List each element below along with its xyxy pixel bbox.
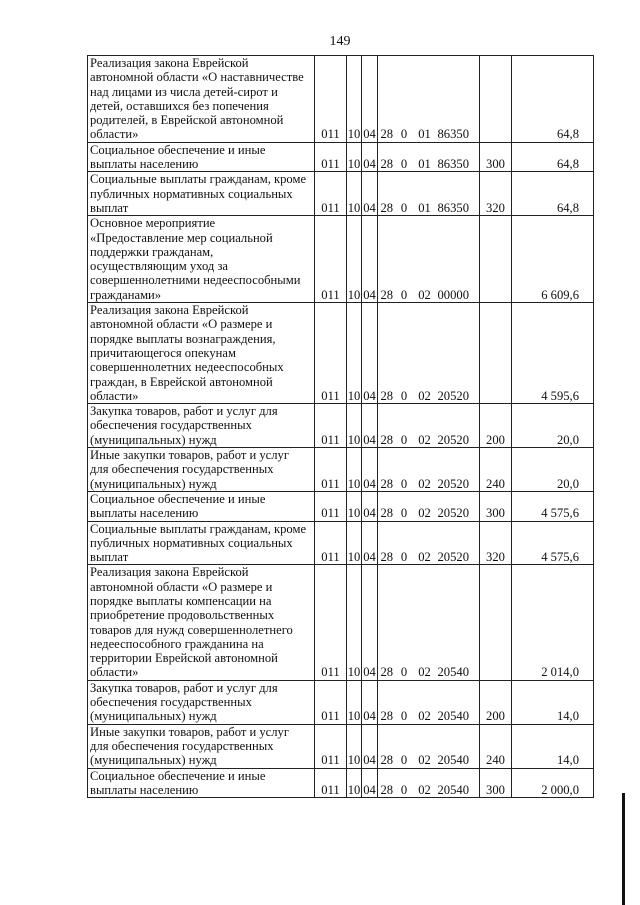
table-row <box>88 724 594 768</box>
code-program: 28 <box>378 521 396 565</box>
code-expense-type: 240 <box>480 724 512 768</box>
code-program: 28 <box>378 142 396 172</box>
code-section: 10 <box>347 142 362 172</box>
code-direction: 20520 <box>437 521 480 565</box>
code-expense-type: 300 <box>480 142 512 172</box>
code-subsection: 04 <box>362 565 378 680</box>
code-grbs: 011 <box>315 768 347 798</box>
code-subsection: 04 <box>362 521 378 565</box>
code-subprogram: 0 <box>396 521 413 565</box>
table-row <box>88 142 594 172</box>
code-section: 10 <box>347 768 362 798</box>
row-name: Социальные выплаты гражданам, кроме публичных нормативных социальных выплат <box>88 521 315 565</box>
row-name: Иные закупки товаров, работ и услуг для обеспечения государственных (муниципальных) нужд <box>88 724 315 768</box>
code-grbs: 011 <box>315 172 347 216</box>
code-subsection: 04 <box>362 303 378 404</box>
code-expense-type <box>480 303 512 404</box>
row-sum: 64,8 <box>512 142 594 172</box>
code-section: 10 <box>347 521 362 565</box>
row-name: Реализация закона Еврейской автономной области «О размере и порядке выплаты вознаграждения, причитающегося опекунам совершеннолетних недееспособных граждан, в Еврейской автономной области» <box>88 303 315 404</box>
code-section: 10 <box>347 491 362 521</box>
code-expense-type: 320 <box>480 172 512 216</box>
code-event: 01 <box>413 142 437 172</box>
code-grbs: 011 <box>315 491 347 521</box>
code-expense-type <box>480 565 512 680</box>
code-subprogram: 0 <box>396 724 413 768</box>
code-subprogram: 0 <box>396 448 413 492</box>
code-grbs: 011 <box>315 448 347 492</box>
row-sum: 64,8 <box>512 172 594 216</box>
code-subprogram: 0 <box>396 172 413 216</box>
code-event: 02 <box>413 565 437 680</box>
code-direction: 86350 <box>437 172 480 216</box>
code-direction: 20520 <box>437 491 480 521</box>
code-grbs: 011 <box>315 142 347 172</box>
code-direction: 20540 <box>437 768 480 798</box>
code-direction: 20520 <box>437 448 480 492</box>
page-number: 149 <box>329 34 351 49</box>
table-row <box>88 768 594 798</box>
code-subprogram: 0 <box>396 56 413 143</box>
code-direction: 86350 <box>437 56 480 143</box>
code-expense-type: 200 <box>480 404 512 448</box>
code-subprogram: 0 <box>396 303 413 404</box>
row-sum: 6 609,6 <box>512 216 594 303</box>
row-name: Закупка товаров, работ и услуг для обеспечения государственных (муниципальных) нужд <box>88 680 315 724</box>
table-row <box>88 303 594 404</box>
table-row <box>88 565 594 680</box>
code-section: 10 <box>347 724 362 768</box>
row-name: Социальное обеспечение и иные выплаты населению <box>88 142 315 172</box>
code-expense-type <box>480 56 512 143</box>
code-event: 01 <box>413 56 437 143</box>
code-subsection: 04 <box>362 172 378 216</box>
code-expense-type: 320 <box>480 521 512 565</box>
code-subsection: 04 <box>362 142 378 172</box>
code-subsection: 04 <box>362 216 378 303</box>
code-section: 10 <box>347 404 362 448</box>
code-subprogram: 0 <box>396 680 413 724</box>
row-name: Социальное обеспечение и иные выплаты населению <box>88 768 315 798</box>
code-event: 02 <box>413 521 437 565</box>
table-row <box>88 172 594 216</box>
row-sum: 4 575,6 <box>512 521 594 565</box>
code-subsection: 04 <box>362 724 378 768</box>
code-event: 02 <box>413 303 437 404</box>
code-event: 02 <box>413 448 437 492</box>
code-subprogram: 0 <box>396 565 413 680</box>
table-row <box>88 56 594 143</box>
row-name: Социальные выплаты гражданам, кроме публичных нормативных социальных выплат <box>88 172 315 216</box>
code-program: 28 <box>378 56 396 143</box>
row-name: Основное мероприятие «Предоставление мер социальной поддержки гражданам, осуществляющим уход за совершеннолетними недееспособными гражданами» <box>88 216 315 303</box>
code-expense-type <box>480 216 512 303</box>
code-program: 28 <box>378 448 396 492</box>
code-direction: 20520 <box>437 303 480 404</box>
code-direction: 20540 <box>437 680 480 724</box>
code-direction: 86350 <box>437 142 480 172</box>
code-subprogram: 0 <box>396 142 413 172</box>
code-grbs: 011 <box>315 724 347 768</box>
table-row <box>88 404 594 448</box>
row-name: Иные закупки товаров, работ и услуг для обеспечения государственных (муниципальных) нужд <box>88 448 315 492</box>
row-sum: 20,0 <box>512 448 594 492</box>
code-program: 28 <box>378 768 396 798</box>
code-subprogram: 0 <box>396 216 413 303</box>
page-edge-mark <box>622 793 625 905</box>
code-direction: 20540 <box>437 565 480 680</box>
code-program: 28 <box>378 303 396 404</box>
code-section: 10 <box>347 565 362 680</box>
code-grbs: 011 <box>315 216 347 303</box>
row-name: Реализация закона Еврейской автономной области «О наставничестве над лицами из числа детей-сирот и детей, оставшихся без попечения родителей, в Еврейской автономной области» <box>88 56 315 143</box>
code-grbs: 011 <box>315 680 347 724</box>
code-grbs: 011 <box>315 521 347 565</box>
code-event: 01 <box>413 172 437 216</box>
row-sum: 4 595,6 <box>512 303 594 404</box>
budget-table <box>87 55 594 798</box>
code-subprogram: 0 <box>396 768 413 798</box>
row-sum: 4 575,6 <box>512 491 594 521</box>
table-row <box>88 448 594 492</box>
code-program: 28 <box>378 216 396 303</box>
code-subsection: 04 <box>362 404 378 448</box>
code-subsection: 04 <box>362 491 378 521</box>
code-grbs: 011 <box>315 56 347 143</box>
code-grbs: 011 <box>315 303 347 404</box>
code-event: 02 <box>413 404 437 448</box>
code-section: 10 <box>347 56 362 143</box>
code-subprogram: 0 <box>396 404 413 448</box>
code-direction: 00000 <box>437 216 480 303</box>
row-name: Закупка товаров, работ и услуг для обеспечения государственных (муниципальных) нужд <box>88 404 315 448</box>
code-program: 28 <box>378 404 396 448</box>
code-grbs: 011 <box>315 404 347 448</box>
code-subsection: 04 <box>362 448 378 492</box>
code-program: 28 <box>378 680 396 724</box>
code-expense-type: 300 <box>480 491 512 521</box>
code-grbs: 011 <box>315 565 347 680</box>
code-event: 02 <box>413 216 437 303</box>
table-row <box>88 521 594 565</box>
code-expense-type: 240 <box>480 448 512 492</box>
code-section: 10 <box>347 680 362 724</box>
code-program: 28 <box>378 724 396 768</box>
row-sum: 14,0 <box>512 724 594 768</box>
budget-table-body <box>88 56 594 798</box>
code-event: 02 <box>413 491 437 521</box>
code-subsection: 04 <box>362 768 378 798</box>
code-event: 02 <box>413 680 437 724</box>
code-section: 10 <box>347 216 362 303</box>
code-direction: 20520 <box>437 404 480 448</box>
code-event: 02 <box>413 768 437 798</box>
table-row <box>88 680 594 724</box>
row-sum: 14,0 <box>512 680 594 724</box>
code-expense-type: 300 <box>480 768 512 798</box>
code-section: 10 <box>347 448 362 492</box>
row-name: Социальное обеспечение и иные выплаты населению <box>88 491 315 521</box>
code-section: 10 <box>347 172 362 216</box>
code-direction: 20540 <box>437 724 480 768</box>
row-sum: 20,0 <box>512 404 594 448</box>
table-row <box>88 216 594 303</box>
code-event: 02 <box>413 724 437 768</box>
row-name: Реализация закона Еврейской автономной области «О размере и порядке выплаты компенсации на приобретение продовольственных товаров для нужд совершеннолетнего недееспособного гражданина на территории Еврейской автономной области» <box>88 565 315 680</box>
code-subsection: 04 <box>362 680 378 724</box>
row-sum: 64,8 <box>512 56 594 143</box>
table-row <box>88 491 594 521</box>
code-section: 10 <box>347 303 362 404</box>
code-program: 28 <box>378 172 396 216</box>
row-sum: 2 014,0 <box>512 565 594 680</box>
code-expense-type: 200 <box>480 680 512 724</box>
code-subprogram: 0 <box>396 491 413 521</box>
code-subsection: 04 <box>362 56 378 143</box>
code-program: 28 <box>378 491 396 521</box>
row-sum: 2 000,0 <box>512 768 594 798</box>
code-program: 28 <box>378 565 396 680</box>
